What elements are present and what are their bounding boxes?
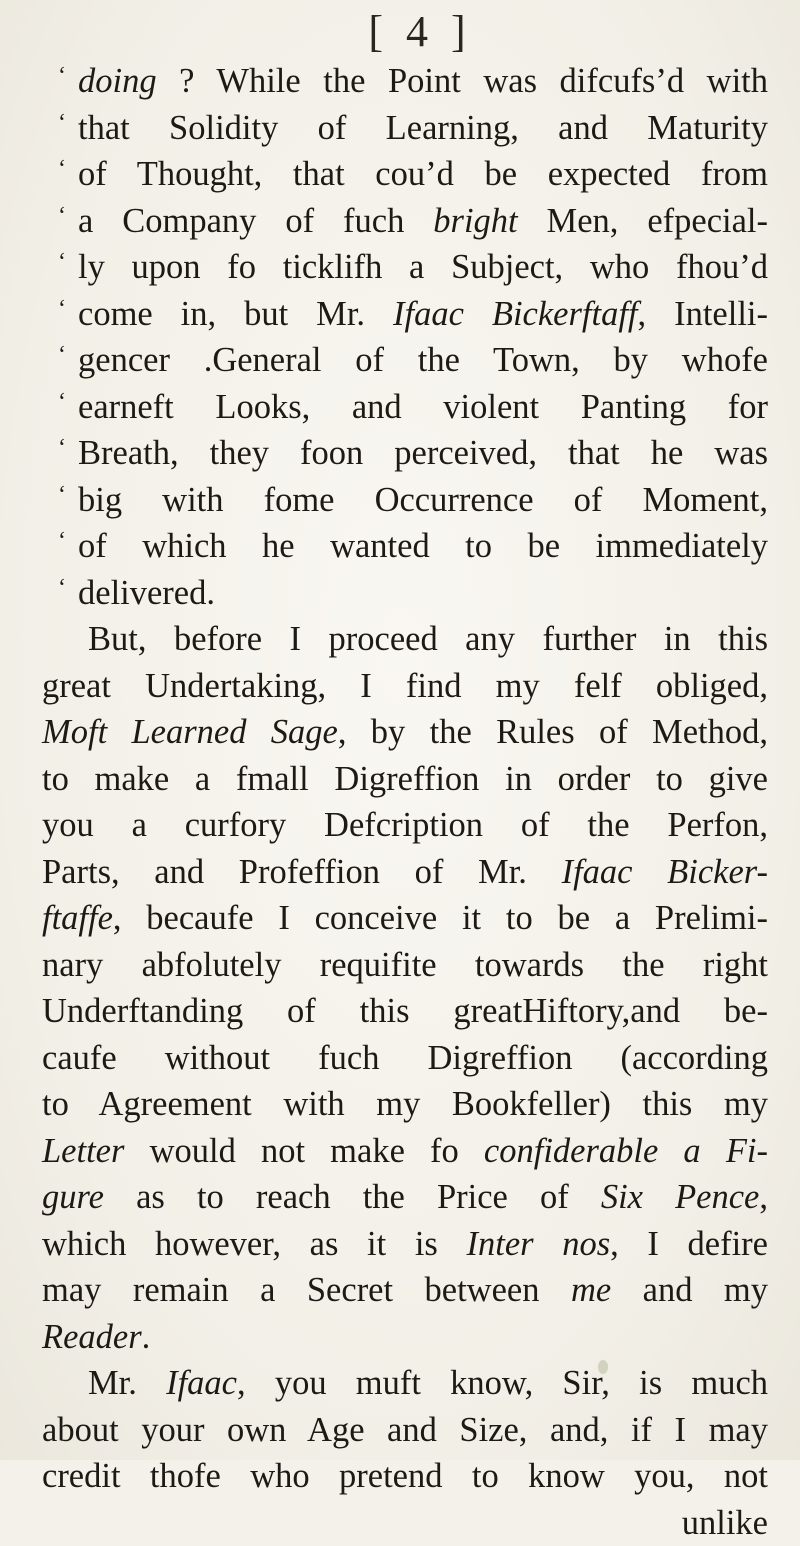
text-line <box>42 1407 768 1454</box>
text-run: ly upon fo ticklifh a Subject, who fhou’d <box>78 248 768 286</box>
text-line <box>42 1267 768 1314</box>
text-line <box>42 151 768 198</box>
text-line <box>42 198 768 245</box>
text-run: , by the Rules of Method, <box>338 713 768 751</box>
italic-text: Letter <box>42 1132 124 1170</box>
text-line <box>42 756 768 803</box>
text-run: to Agreement with my Bookfeller) this my <box>42 1085 768 1123</box>
text-run: you a curfory Defcription of the Perfon, <box>42 806 768 844</box>
text-run: would not make fo <box>124 1132 484 1170</box>
italic-text: confiderable a Fi- <box>484 1132 768 1170</box>
text-line <box>42 105 768 152</box>
italic-text: Six Pence <box>601 1178 760 1216</box>
quote-mark: ‘ <box>58 337 78 373</box>
text-run: nary abfolutely requifite towards the right <box>42 946 768 984</box>
text-run: delivered. <box>78 574 215 612</box>
quote-mark: ‘ <box>58 291 78 327</box>
italic-text: ftaffe <box>42 899 113 937</box>
italic-text: Inter nos <box>467 1225 611 1263</box>
text-line <box>42 291 768 338</box>
text-line <box>42 802 768 849</box>
text-line <box>42 430 768 477</box>
text-line <box>42 58 768 105</box>
text-run: earneft Looks, and violent Panting for <box>78 388 768 426</box>
text-run: that Solidity of Learning, and Maturity <box>78 109 768 147</box>
text-run: credit thofe who pretend to know you, not <box>42 1457 768 1495</box>
text-run: great Undertaking, I find my felf obliged, <box>42 667 768 705</box>
text-run: as to reach the Price of <box>104 1178 601 1216</box>
text-run: of which he wanted to be immediately <box>78 527 768 565</box>
text-run: to make a fmall Digreffion in order to give <box>42 760 768 798</box>
text-line <box>42 663 768 710</box>
text-run: come in, but Mr. <box>78 295 393 333</box>
text-run: which however, as it is <box>42 1225 467 1263</box>
quote-mark: ‘ <box>58 198 78 234</box>
italic-text: doing <box>78 62 157 100</box>
text-run: , becaufe I conceive it to be a Prelimi- <box>113 899 768 937</box>
italic-text: Ifaac Bicker- <box>562 853 768 891</box>
text-run: , I defire <box>610 1225 768 1263</box>
text-run: gencer .General of the Town, by whofe <box>78 341 768 379</box>
quote-mark: ‘ <box>58 244 78 280</box>
text-line <box>42 244 768 291</box>
text-run: about your own Age and Size, and, if I may <box>42 1411 768 1449</box>
quote-mark: ‘ <box>58 105 78 141</box>
text-run: . <box>142 1318 151 1356</box>
text-line <box>42 1174 768 1221</box>
italic-text: me <box>571 1271 611 1309</box>
quote-mark: ‘ <box>58 570 78 606</box>
quote-mark: ‘ <box>58 430 78 466</box>
text-line <box>42 1081 768 1128</box>
text-line <box>42 1500 768 1546</box>
text-run: , you muft know, Sir, is much <box>237 1364 768 1402</box>
text-line <box>42 895 768 942</box>
quote-mark: ‘ <box>58 58 78 94</box>
text-line <box>42 1035 768 1082</box>
text-run: Breath, they foon perceived, that he was <box>78 434 768 472</box>
quote-mark: ‘ <box>58 477 78 513</box>
text-run: , <box>759 1178 768 1216</box>
text-line <box>42 849 768 896</box>
text-line <box>42 523 768 570</box>
page-number: [ 4 ] <box>330 6 510 57</box>
italic-text: gure <box>42 1178 104 1216</box>
italic-text: Ifaac Bickerftaff <box>393 295 637 333</box>
text-run: caufe without fuch Digreffion (according <box>42 1039 768 1077</box>
italic-text: Reader <box>42 1318 142 1356</box>
text-line <box>42 1221 768 1268</box>
text-run: big with fome Occurrence of Moment, <box>78 481 768 519</box>
ink-spot <box>598 1360 608 1374</box>
text-line <box>42 337 768 384</box>
text-run: of Thought, that cou’d be expected from <box>78 155 768 193</box>
text-run: Mr. <box>88 1364 166 1402</box>
italic-text: Ifaac <box>166 1364 237 1402</box>
text-run: Men, efpecial- <box>518 202 768 240</box>
text-line <box>42 616 768 663</box>
text-line <box>42 1360 768 1407</box>
text-line <box>42 570 768 617</box>
text-run: Parts, and Profeffion of Mr. <box>42 853 562 891</box>
text-line <box>42 1314 768 1361</box>
text-line <box>42 942 768 989</box>
text-line <box>42 384 768 431</box>
text-run: a Company of fuch <box>78 202 433 240</box>
text-run: may remain a Secret between <box>42 1271 571 1309</box>
page-text <box>42 58 768 1546</box>
text-run: unlike <box>682 1504 768 1542</box>
text-line <box>42 709 768 756</box>
text-run: Underftanding of this greatHiftory,and be- <box>42 992 768 1030</box>
text-run: and my <box>611 1271 768 1309</box>
text-run: , Intelli- <box>638 295 768 333</box>
text-line <box>42 988 768 1035</box>
quote-mark: ‘ <box>58 151 78 187</box>
italic-text: Moft Learned Sage <box>42 713 338 751</box>
text-line <box>42 477 768 524</box>
text-run: ? While the Point was difcufs’d with <box>157 62 768 100</box>
quote-mark: ‘ <box>58 523 78 559</box>
text-line <box>42 1128 768 1175</box>
quote-mark: ‘ <box>58 384 78 420</box>
italic-text: bright <box>433 202 517 240</box>
text-run: But, before I proceed any further in this <box>88 620 768 658</box>
